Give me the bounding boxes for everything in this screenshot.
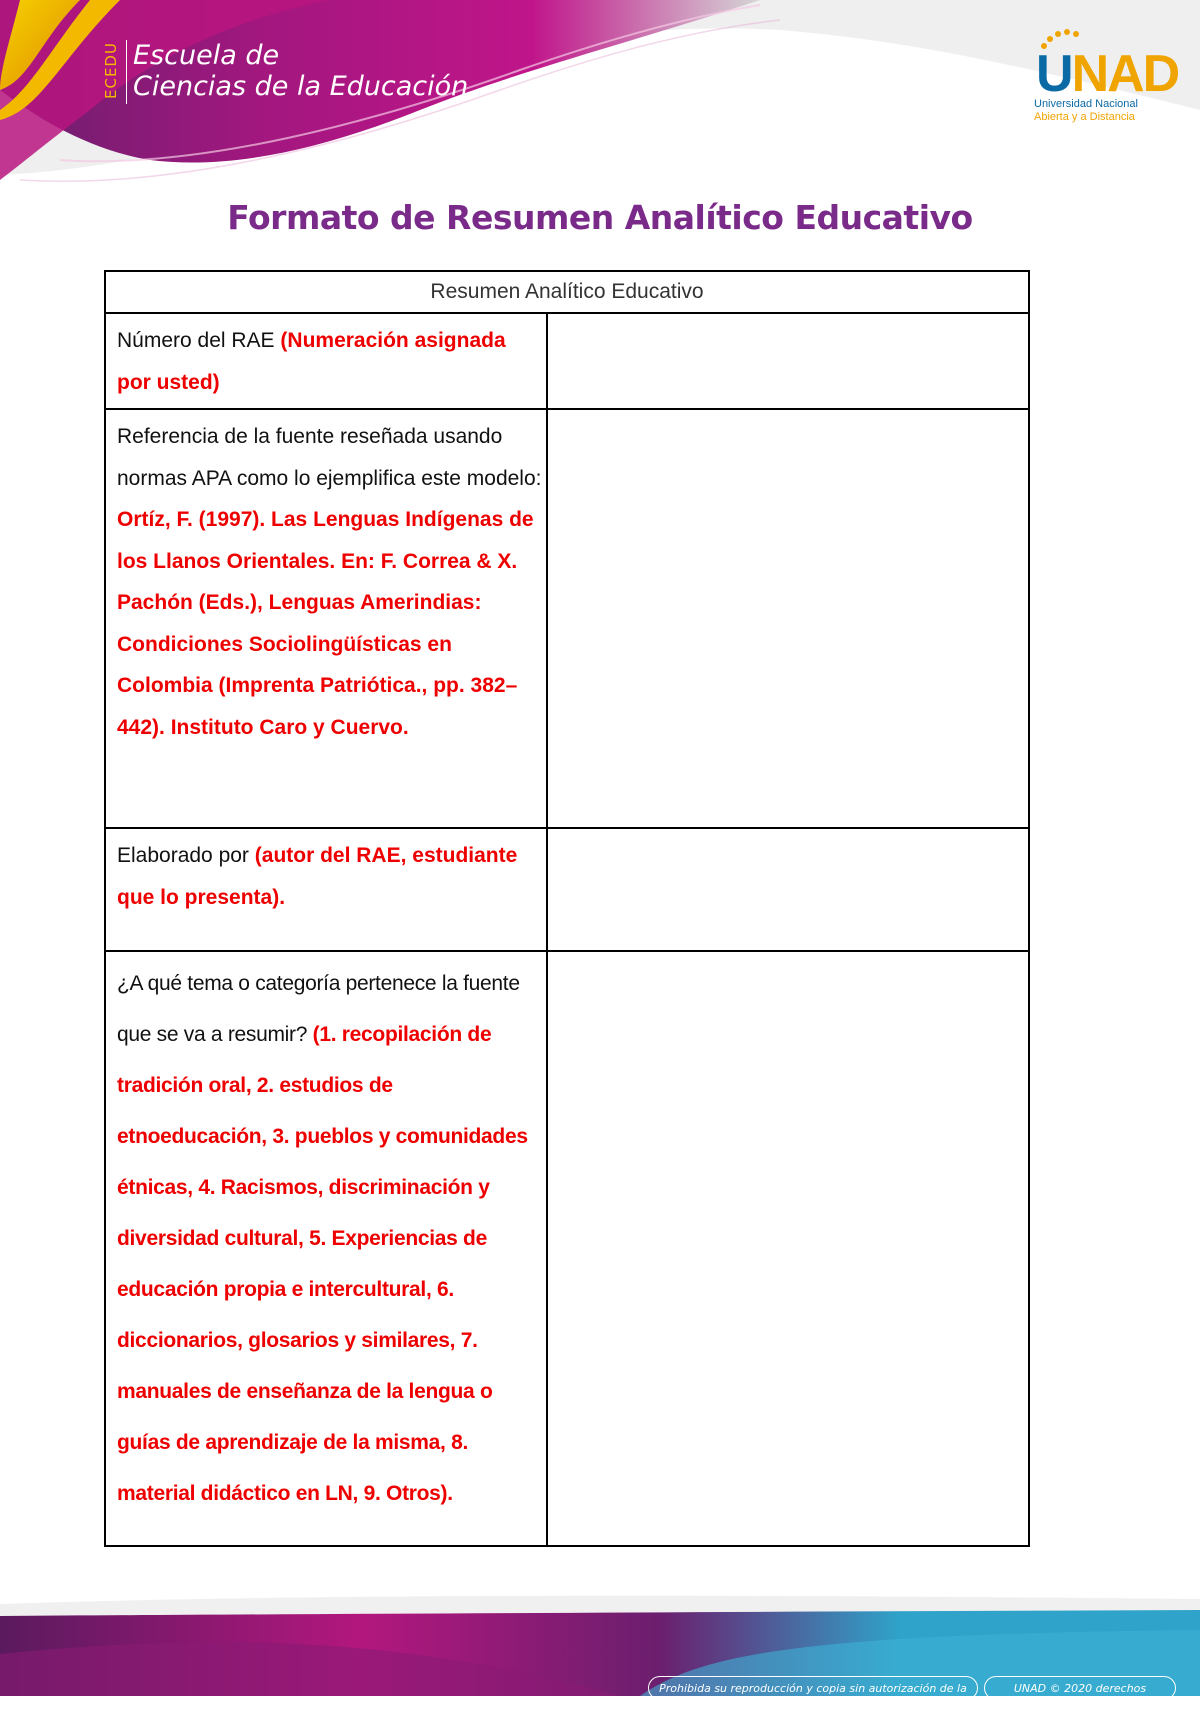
school-name-line2: Ciencias de la Educación — [133, 71, 469, 102]
table-header-row — [105, 271, 1029, 313]
school-name — [133, 40, 468, 102]
rae-number-label-cell — [105, 313, 547, 409]
rae-number-value-cell[interactable] — [547, 313, 1029, 409]
table-row-reference — [105, 409, 1029, 828]
table-header: Resumen Analítico Educativo — [105, 271, 1029, 313]
category-label-cell — [105, 951, 547, 1546]
logo-subtitle-line2: Abierta y a Distancia — [1034, 111, 1135, 123]
footer-notice: Prohibida su reproducción y copia sin autorización de la UNAD. — [648, 1676, 978, 1700]
footer-copyright: UNAD © 2020 derechos reservados. — [984, 1676, 1176, 1700]
table-row-rae-number — [105, 313, 1029, 409]
school-brand — [102, 40, 468, 104]
logo-letters-nad: NAD — [1071, 45, 1179, 103]
table-row-author — [105, 828, 1029, 951]
reference-label: Referencia de la fuente reseñada usando normas APA como lo ejemplifica este modelo: — [117, 425, 542, 490]
category-value-cell[interactable] — [547, 951, 1029, 1546]
category-label: ¿A qué tema o categoría pertenece la fuente que se va a resumir? — [117, 972, 520, 1046]
school-name-line1: Escuela de — [133, 40, 280, 71]
author-hint: (autor del RAE, estudiante que lo presenta). — [117, 844, 518, 909]
author-label-cell — [105, 828, 547, 951]
logo-subtitle — [1034, 98, 1138, 124]
rae-number-hint: (Numeración asignada por usted) — [117, 329, 506, 394]
author-label: Elaborado por — [117, 844, 255, 867]
school-abbreviation: ECEDU — [102, 42, 120, 100]
reference-label-cell — [105, 409, 547, 828]
logo-wordmark — [1036, 45, 1179, 103]
logo-subtitle-line1: Universidad Nacional — [1034, 98, 1138, 110]
brand-divider — [126, 40, 127, 104]
reference-example: Ortíz, F. (1997). Las Lenguas Indígenas de los Llanos Orientales. En: F. Correa & X. Pachón (Eds.), Lenguas Amerindias: Condiciones Sociolingüísticas en Colombia (Imprenta Patriótica., pp. 382–442). Instituto Caro y Cuervo. — [117, 508, 534, 739]
author-value-cell[interactable] — [547, 828, 1029, 951]
unad-logo — [1030, 28, 1179, 128]
category-hint: (1. recopilación de tradición oral, 2. estudios de etnoeducación, 3. pueblos y comunidades étnicas, 4. Racismos, discriminación y diversidad cultural, 5. Experiencias de educación propia e intercultural, 6. diccionarios, glosarios y similares, 7. manuales de enseñanza de la lengua o guías de aprendizaje de la misma, 8. material didáctico en LN, 9. Otros). — [117, 1023, 528, 1505]
rae-number-label: Número del RAE — [117, 329, 281, 352]
logo-letter-u: U — [1036, 45, 1072, 103]
reference-value-cell[interactable] — [547, 409, 1029, 828]
document-title: Formato de Resumen Analítico Educativo — [227, 198, 973, 237]
table-row-category — [105, 951, 1029, 1546]
rae-table — [104, 270, 1030, 1547]
